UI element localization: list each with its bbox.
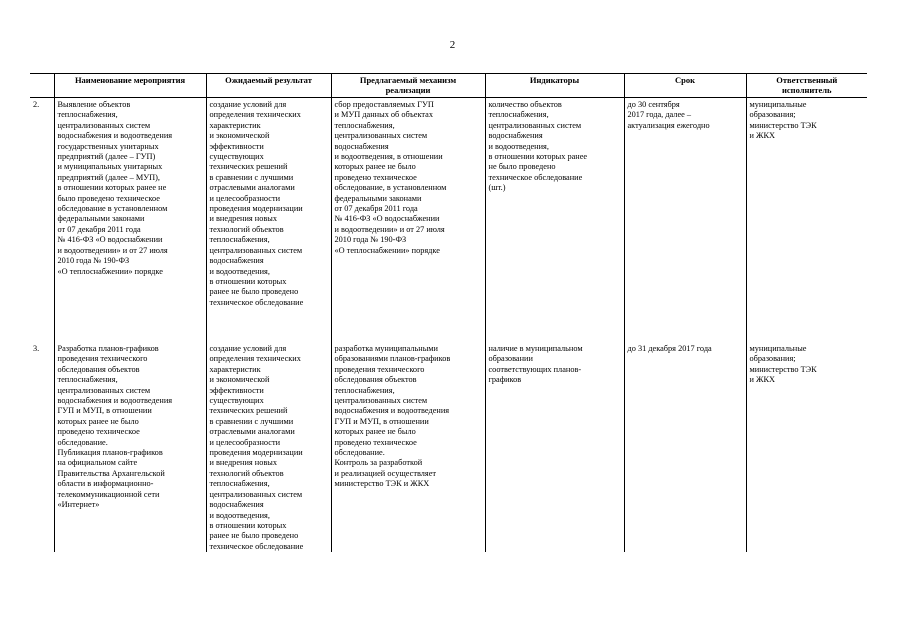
row-number: 2. xyxy=(33,100,40,109)
implementation-mechanism: сбор предоставляемых ГУП и МУП данных об объектах теплоснабжения, централизованных систем водоснабжения и водоотведения, в отношении которых ранее не было проведено техническое обследование, в установленном федеральными законами от 07 декабря 2011 года № 416-ФЗ «О водоснабжении и водоотведении» и от 27 июля 2010 года № 190-ФЗ «О теплоснабжении» порядке xyxy=(331,98,485,338)
deadline: до 31 декабря 2017 года xyxy=(624,338,746,553)
indicators: количество объектов теплоснабжения, централизованных систем водоснабжения и водоотведения, в отношении которых ранее не было проведено техническое обследование (шт.) xyxy=(485,98,624,338)
deadline: до 30 сентября 2017 года, далее – актуализация ежегодно xyxy=(624,98,746,338)
expected-result: создание условий для определения технических характеристик и экономической эффективности существующих технических решений в сравнении с лучшими отраслевыми аналогами и целесообразности проведения модернизации и внедрения новых технологий объектов теплоснабжения, централизованных систем водоснабжения и водоотведения, в отношении которых ранее не было проведено техническое обследование xyxy=(206,98,331,338)
responsible-executor: муниципальные образования; министерство ТЭК и ЖКХ xyxy=(746,338,867,553)
measure-name: Разработка планов-графиков проведения технического обследования объектов теплоснабжения, централизованных систем водоснабжения и водоотведения ГУП и МУП, в отношении которых ранее не было проведено техническое обследование. Публикация планов-графиков на официальном сайте Правительства Архангельской области в информационно- телекоммуникационной сети «Интернет» xyxy=(54,338,206,553)
header-executor: Ответственный исполнитель xyxy=(746,74,867,98)
header-mechanism: Предлагаемый механизм реализации xyxy=(331,74,485,98)
table-row xyxy=(30,98,867,338)
header-deadline: Срок xyxy=(624,74,746,98)
implementation-mechanism: разработка муниципальными образованиями планов-графиков проведения технического обследования объектов теплоснабжения, централизованных систем водоснабжения и водоотведения ГУП и МУП, в отношении которых ранее не было проведено техническое обследование. Контроль за разработкой и реализацией осуществляет министерство ТЭК и ЖКХ xyxy=(331,338,485,553)
measures-table xyxy=(30,73,867,552)
header-number xyxy=(30,74,54,98)
page-number: 2 xyxy=(449,39,456,51)
table-row xyxy=(30,338,867,553)
responsible-executor: муниципальные образования; министерство ТЭК и ЖКХ xyxy=(746,98,867,338)
expected-result: создание условий для определения технических характеристик и экономической эффективности существующих технических решений в сравнении с лучшими отраслевыми аналогами и целесообразности проведения модернизации и внедрения новых технологий объектов теплоснабжения, централизованных систем водоснабжения и водоотведения, в отношении которых ранее не было проведено техническое обследование xyxy=(206,338,331,553)
indicators: наличие в муниципальном образовании соответствующих планов- графиков xyxy=(485,338,624,553)
measure-name: Выявление объектов теплоснабжения, централизованных систем водоснабжения и водоотведения государственных унитарных предприятий (далее – ГУП) и муниципальных унитарных предприятий (далее – МУП), в отношении которых ранее не было проведено техническое обследование в установленном федеральными законами от 07 декабря 2011 года № 416-ФЗ «О водоснабжении и водоотведении» и от 27 июля 2010 года № 190-ФЗ «О теплоснабжении» порядке xyxy=(54,98,206,338)
header-indicators: Индикаторы xyxy=(485,74,624,98)
header-result: Ожидаемый результат xyxy=(206,74,331,98)
header-name: Наименование мероприятия xyxy=(54,74,206,98)
row-number: 3. xyxy=(33,344,40,353)
table-header-row xyxy=(30,74,867,98)
